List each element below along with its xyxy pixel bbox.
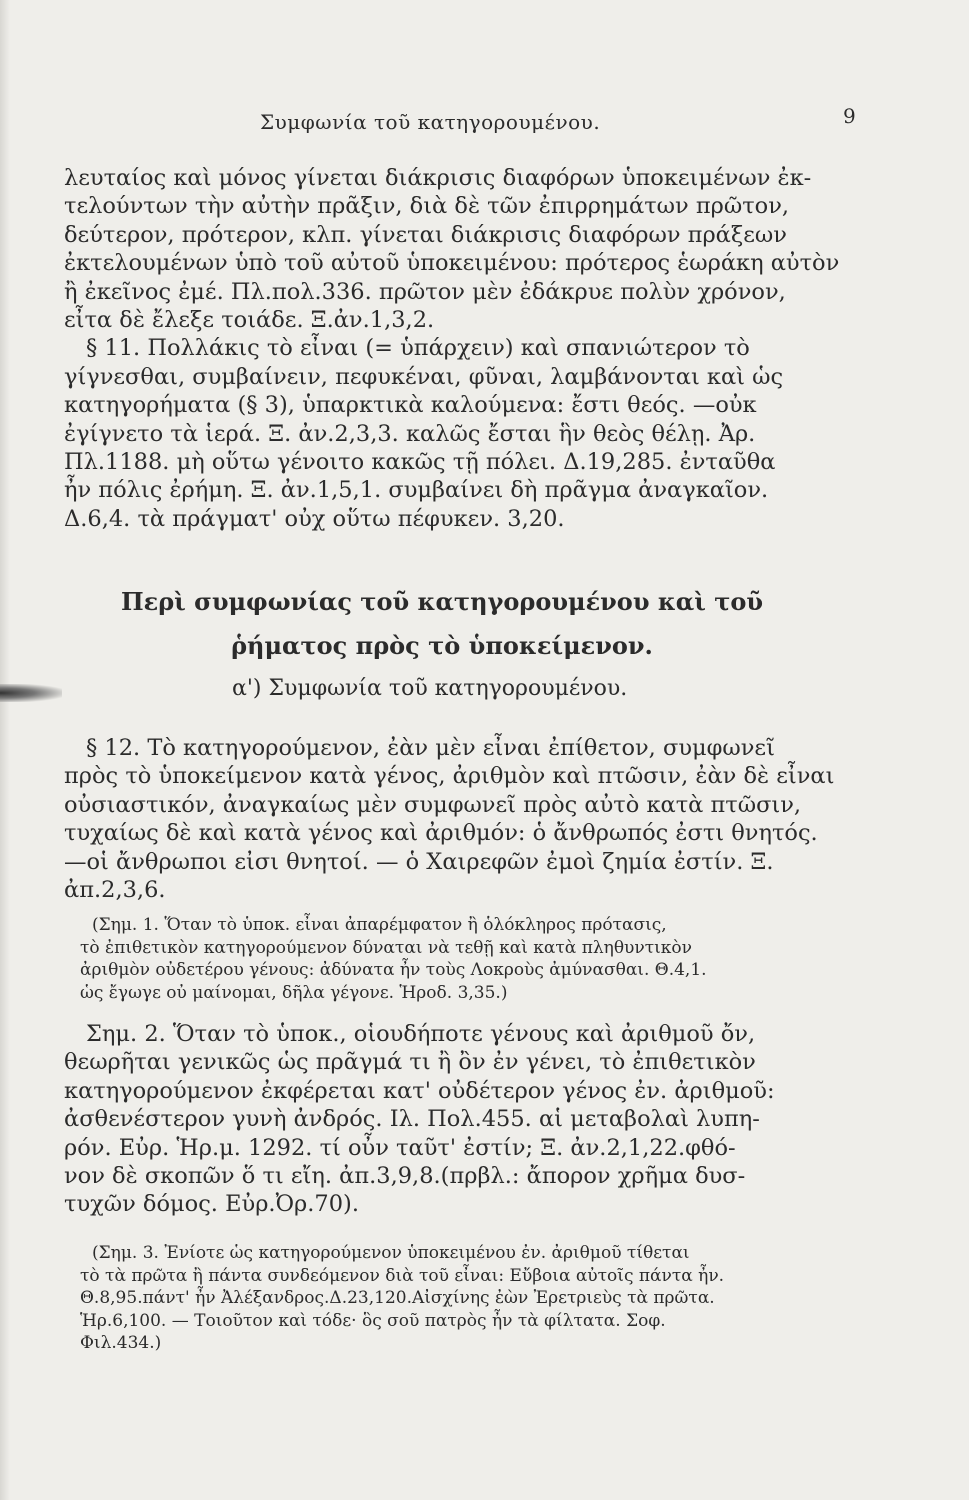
section-title-line: ῥήματος πρὸς τὸ ὑποκείμενον. [231, 631, 653, 660]
page-edge-shadow [0, 0, 10, 1500]
text-line: τυχαίως δὲ καὶ κατὰ γένος καὶ ἀριθμόν: ὁ ἄνθρωπός ἐστι θνητός. [64, 820, 818, 847]
text-line: θεωρῆται γενικῶς ὡς πρᾶγμά τι ἢ ὂν ἐν γένει, τὸ ἐπιθετικὸν [64, 1049, 756, 1076]
text-line: κατηγορήματα (§ 3), ὑπαρκτικὰ καλούμενα: ἔστι θεός. —οὐκ [64, 392, 757, 419]
text-line: γίγνεσθαι, συμβαίνειν, πεφυκέναι, φῦναι, λαμβάνονται καὶ ὡς [64, 363, 784, 390]
note-line: Θ.8,95.πάντ' ἦν Ἀλέξανδρος.Δ.23,120.Αἰσχίνης ἐὼν Ἐρετριεὺς τὰ πρῶτα. [80, 1288, 715, 1308]
note-1 [80, 914, 790, 1004]
text-line: ρόν. Εὐρ. Ἡρ.μ. 1292. τί οὖν ταῦτ' ἐστίν; Ξ. ἀν.2,1,22.φθό- [64, 1134, 736, 1161]
text-line: —οἱ ἄνθρωποι εἰσι θνητοί. — ὁ Χαιρεφῶν ἐμοὶ ζημία ἐστίν. Ξ. [64, 848, 774, 875]
text-line: ἦν πόλις ἐρήμη. Ξ. ἀν.1,5,1. συμβαίνει δὴ πρᾶγμα ἀναγκαῖον. [64, 477, 769, 504]
text-line: πρὸς τὸ ὑποκείμενον κατὰ γένος, ἀριθμὸν καὶ πτῶσιν, ἐὰν δὲ εἶναι [64, 763, 835, 790]
text-line: τελούντων τὴν αὐτὴν πρᾶξιν, διὰ δὲ τῶν ἐπιρρημάτων πρῶτον, [64, 193, 790, 220]
text-line: ἀπ.2,3,6. [64, 877, 166, 904]
note-3 [80, 1242, 790, 1355]
text-line: οὐσιαστικόν, ἀναγκαίως μὲν συμφωνεῖ πρὸς αὐτὸ κατὰ πτῶσιν, [64, 791, 802, 818]
text-line: Σημ. 2. Ὅταν τὸ ὑποκ., οἱουδήποτε γένους καὶ ἀριθμοῦ ὄν, [86, 1021, 756, 1047]
note-line: τὸ τὰ πρῶτα ἢ πάντα συνδεόμενον διὰ τοῦ εἶναι: Εὔβοια αὐτοῖς πάντα ἦν. [80, 1265, 725, 1286]
text-line: § 12. Τὸ κατηγορούμενον, ἐὰν μὲν εἶναι ἐπίθετον, συμφωνεῖ [86, 735, 775, 761]
note-line: ἀριθμὸν οὐδετέρου γένους: ἀδύνατα ἦν τοὺς Λοκροὺς ἀμύνασθαι. Θ.4,1. [80, 960, 707, 980]
text-line: Δ.6,4. τὰ πράγματ' οὐχ οὕτω πέφυκεν. 3,20. [64, 505, 565, 532]
note-line: τὸ ἐπιθετικὸν κατηγορούμενον δύναται νὰ τεθῇ καὶ κατὰ πληθυντικὸν [80, 937, 692, 958]
text-line: ἢ ἐκεῖνος ἐμέ. Πλ.πολ.336. πρῶτον μὲν ἐδάκρυε πολὺν χρόνον, [64, 278, 786, 305]
text-line: § 11. Πολλάκις τὸ εἶναι (= ὑπάρχειν) καὶ σπανιώτερον τὸ [86, 335, 750, 362]
note-2-paragraph [64, 1020, 789, 1219]
page-number: 9 [843, 104, 856, 128]
text-line: λευταίος καὶ μόνος γίνεται διάκρισις διαφόρων ὑποκειμένων ἐκ- [64, 165, 812, 191]
text-line: δεύτερον, πρότερον, κλπ. γίνεται διάκρισις διαφόρων πράξεων [64, 221, 787, 248]
text-line: κατηγορούμενον ἐκφέρεται κατ' οὐδέτερον γένος ἐν. ἀριθμοῦ: [64, 1077, 775, 1104]
note-line: Ἡρ.6,100. — Τοιοῦτον καὶ τόδε· ὃς σοῦ πατρὸς ἦν τὰ φίλτατα. Σοφ. [80, 1310, 666, 1331]
text-line: ἐγίγνετο τὰ ἱερά. Ξ. ἀν.2,3,3. καλῶς ἔσται ἣν θεὸς θέλῃ. Ἀρ. [64, 420, 756, 447]
paragraph-12 [64, 734, 835, 904]
paragraph-continuation [64, 164, 840, 533]
section-title-line: Περὶ συμφωνίας τοῦ κατηγορουμένου καὶ τοῦ [120, 587, 764, 616]
text-line: τυχῶν δόμος. Εὐρ.Ὀρ.70). [64, 1191, 359, 1218]
note-line: (Σημ. 1. Ὅταν τὸ ὑποκ. εἶναι ἀπαρέμφατον ἢ ὁλόκληρος πρότασις, [92, 915, 667, 935]
margin-smudge [0, 684, 62, 702]
note-line: Φιλ.434.) [80, 1333, 162, 1353]
text-line: εἶτα δὲ ἔλεξε τοιάδε. Ξ.ἀν.1,3,2. [64, 307, 435, 334]
note-line: ὡς ἔγωγε οὐ μαίνομαι, δῆλα γέγονε. Ἡροδ. 3,35.) [80, 982, 508, 1003]
text-line: ἀσθενέστερον γυνὴ ἀνδρός. Ιλ. Πολ.455. αἱ μεταβολαὶ λυπη- [64, 1106, 760, 1133]
text-line: Πλ.1188. μὴ οὕτω γένοιτο κακῶς τῇ πόλει. Δ.19,285. ἐνταῦθα [64, 449, 776, 476]
running-head: Συμφωνία τοῦ κατηγορουμένου. [260, 110, 601, 134]
text-line: ἐκτελουμένων ὑπὸ τοῦ αὐτοῦ ὑποκειμένου: πρότερος ἑωράκη αὐτὸν [64, 250, 840, 277]
subsection-title: α') Συμφωνία τοῦ κατηγορουμένου. [232, 676, 628, 701]
note-line: (Σημ. 3. Ἐνίοτε ὡς κατηγορούμενον ὑποκειμένου ἐν. ἀριθμοῦ τίθεται [92, 1243, 690, 1263]
section-title [92, 580, 792, 668]
text-line: νον δὲ σκοπῶν ὅ τι εἴη. ἀπ.3,9,8.(πρβλ.: ἄπορον χρῆμα δυσ- [64, 1163, 746, 1190]
